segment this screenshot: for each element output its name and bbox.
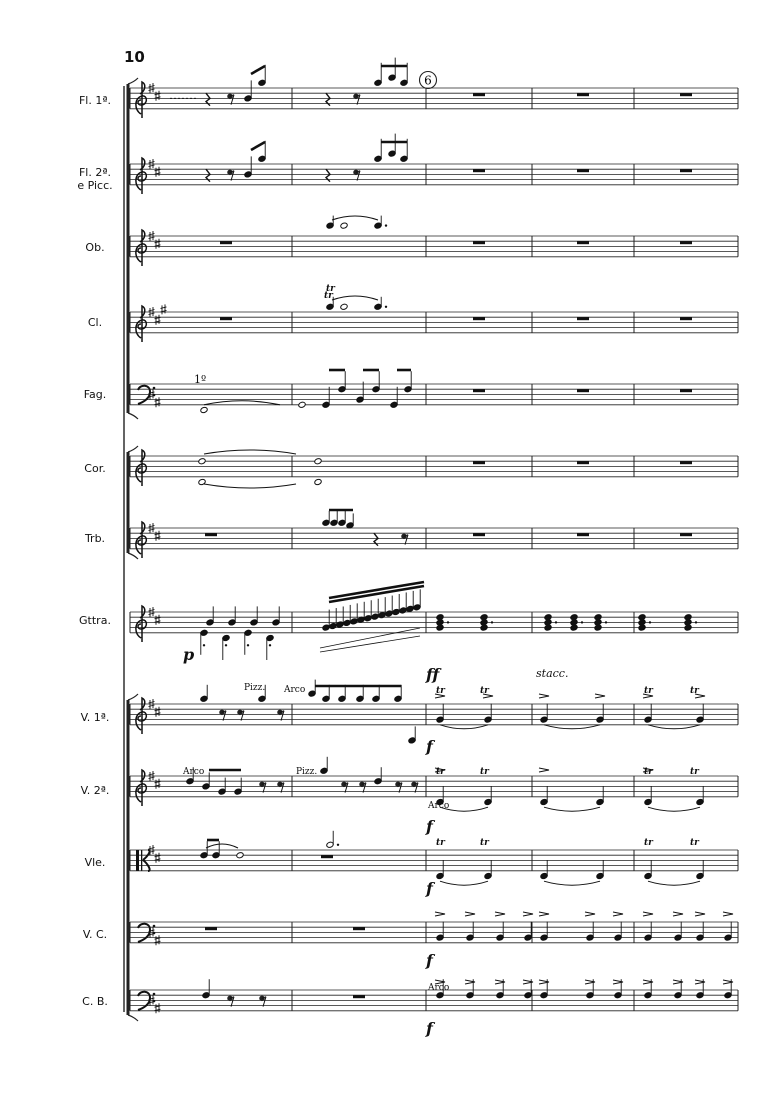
marking-first: 1º	[194, 373, 207, 386]
slur	[204, 450, 296, 454]
instrument-label-trb: Trb.	[84, 532, 106, 545]
marking-arco-v2: Arco	[183, 767, 205, 777]
instrument-label-gtr: Gttra.	[79, 614, 111, 627]
treble-clef	[136, 450, 147, 486]
whole-rest	[680, 533, 692, 536]
accent	[539, 768, 549, 772]
slur	[544, 881, 600, 885]
dynamic-p: p	[183, 645, 195, 664]
marking-arco-v2-b: Arco	[428, 801, 450, 811]
bass-clef-dot	[153, 993, 156, 996]
whole-rest	[680, 461, 692, 464]
staccato-dot	[491, 621, 493, 623]
staccato-dot	[337, 844, 339, 846]
bracket-woodwinds-top	[128, 78, 138, 84]
marking-arco-cb: Arco	[428, 983, 450, 993]
trill-v1-d: tr	[690, 686, 699, 696]
bass-clef-dot	[153, 387, 156, 390]
hairpin	[320, 628, 420, 652]
beam	[329, 582, 424, 598]
trill-v1-c: tr	[644, 686, 653, 696]
dynamic-ff: ff	[426, 665, 440, 684]
treble-clef	[136, 82, 147, 118]
accent	[643, 912, 653, 916]
rehearsal-mark	[420, 72, 437, 89]
whole-rest	[353, 927, 365, 930]
whole-rest	[473, 317, 485, 320]
clefs	[136, 82, 167, 1013]
accent	[465, 912, 475, 916]
accent	[613, 912, 623, 916]
staff-lines	[130, 88, 738, 1011]
staccato-dot	[695, 621, 697, 623]
whole-rest	[577, 169, 589, 172]
treble-clef	[136, 522, 147, 558]
key-sharp	[155, 935, 161, 945]
dynamic-f-vc: f	[426, 951, 433, 970]
whole-rest	[680, 93, 692, 96]
notehead	[480, 624, 488, 631]
bracket-strings-bottom	[128, 1015, 138, 1021]
notehead	[544, 624, 552, 631]
slur	[206, 844, 238, 848]
trill-cl: tr	[324, 291, 333, 301]
marking-pizz-v1: Pizz.	[244, 683, 266, 693]
trill-v2-d: tr	[690, 767, 699, 777]
staccato-dot	[225, 644, 227, 646]
whole-rest	[577, 389, 589, 392]
slur	[544, 725, 600, 729]
bracket-strings-top	[128, 694, 138, 700]
dynamic-f-vle: f	[426, 879, 433, 898]
notehead	[340, 222, 348, 229]
bracket-woodwinds-bottom	[128, 413, 138, 419]
instrument-label-ob: Ob.	[85, 241, 105, 254]
notehead	[594, 624, 602, 631]
trill-v1-b: tr	[480, 686, 489, 696]
bracket-brass-bottom	[128, 553, 138, 559]
trill-vle-a: tr	[436, 838, 445, 848]
whole-rest	[473, 461, 485, 464]
rehearsal-mark-number: 6	[424, 73, 432, 88]
whole-rest	[577, 241, 589, 244]
trill-vle-c: tr	[644, 838, 653, 848]
marking-stacc: stacc.	[536, 667, 569, 680]
whole-rest	[473, 241, 485, 244]
whole-rest	[577, 93, 589, 96]
notehead	[298, 401, 306, 408]
notehead	[314, 478, 322, 485]
slur	[648, 881, 700, 885]
bass-clef-dot	[153, 925, 156, 928]
trill-ob: tr	[326, 284, 335, 294]
instrument-label-fl2: Fl. 2ª. e Picc.	[77, 166, 113, 192]
key-sharp	[155, 239, 161, 249]
notehead	[314, 458, 322, 465]
instrument-label-vle: Vle.	[84, 856, 106, 869]
key-sharp	[155, 91, 161, 101]
whole-rest	[205, 927, 217, 930]
key-sharp	[155, 853, 161, 863]
whole-rest	[577, 461, 589, 464]
beam	[251, 142, 265, 150]
whole-rest	[353, 995, 365, 998]
whole-rest	[473, 93, 485, 96]
accent	[539, 694, 549, 698]
marking-arco-v1: Arco	[284, 685, 306, 695]
marking-pizz-v2: Pizz.	[296, 767, 318, 777]
staccato-dot	[385, 224, 387, 226]
accent	[695, 912, 705, 916]
key-sharp	[155, 779, 161, 789]
slur	[204, 484, 296, 488]
trill-v1-a: tr	[436, 686, 445, 696]
whole-rest	[577, 533, 589, 536]
notehead	[638, 624, 646, 631]
whole-rest	[220, 241, 232, 244]
whole-rest	[205, 533, 217, 536]
accent	[495, 912, 505, 916]
accent	[539, 912, 549, 916]
accent	[435, 912, 445, 916]
key-sharp	[155, 1003, 161, 1013]
treble-clef	[136, 306, 147, 342]
dynamic-f-v1: f	[426, 737, 433, 756]
treble-clef	[136, 770, 147, 806]
treble-clef	[136, 606, 147, 642]
instrument-label-v2: V. 2ª.	[80, 784, 110, 797]
bass-clef	[138, 992, 150, 1010]
bass-clef	[138, 386, 150, 404]
whole-rest	[577, 317, 589, 320]
staccato-dot	[247, 644, 249, 646]
whole-rest	[473, 169, 485, 172]
slur	[648, 807, 700, 811]
staccato-dot	[203, 644, 205, 646]
whole-rest	[680, 241, 692, 244]
instrument-label-cb: C. B.	[82, 995, 108, 1008]
staccato-dot	[447, 621, 449, 623]
treble-clef	[136, 230, 147, 266]
staccato-dot	[269, 644, 271, 646]
alto-clef-bar	[141, 850, 142, 871]
notehead	[236, 852, 244, 859]
instrument-label-cl: Cl.	[87, 316, 103, 329]
staccato-dot	[581, 621, 583, 623]
whole-rest	[473, 533, 485, 536]
key-sharp	[155, 397, 161, 407]
instrument-label-cor: Cor.	[84, 462, 106, 475]
trill-vle-d: tr	[690, 838, 699, 848]
accent	[673, 912, 683, 916]
beam	[329, 586, 424, 602]
bracket-brass-top	[128, 446, 138, 452]
accent	[723, 912, 733, 916]
notehead	[198, 458, 206, 465]
accent	[523, 912, 533, 916]
key-sharp	[161, 304, 167, 314]
instrument-label-fl1: Fl. 1ª.	[78, 94, 112, 107]
page-number: 10	[124, 48, 145, 66]
whole-rest	[680, 317, 692, 320]
whole-rest	[680, 389, 692, 392]
slur	[440, 725, 488, 729]
treble-clef	[136, 158, 147, 194]
dynamic-f-v2: f	[426, 817, 433, 836]
slur	[332, 216, 378, 220]
whole-rest	[473, 389, 485, 392]
key-sharp	[155, 315, 161, 325]
instrument-label-v1: V. 1ª.	[80, 711, 110, 724]
slur	[204, 401, 280, 405]
whole-rest	[220, 317, 232, 320]
staccato-dot	[605, 621, 607, 623]
key-sharp	[155, 531, 161, 541]
alto-clef-bar	[136, 850, 139, 871]
performance-markings	[182, 284, 700, 1038]
bass-clef	[138, 924, 150, 942]
whole-rest	[321, 855, 333, 858]
notehead	[200, 406, 208, 413]
key-sharp	[155, 615, 161, 625]
notehead	[436, 624, 444, 631]
trill-vle-b: tr	[480, 838, 489, 848]
accent	[595, 694, 605, 698]
trill-v2-a: tr	[436, 767, 445, 777]
trill-v2-b: tr	[480, 767, 489, 777]
beam	[251, 66, 265, 74]
staccato-dot	[555, 621, 557, 623]
staccato-dot	[649, 621, 651, 623]
slur	[332, 296, 378, 300]
treble-clef	[136, 698, 147, 734]
key-sharp	[155, 167, 161, 177]
instrument-label-vc: V. C.	[82, 928, 108, 941]
accent	[585, 912, 595, 916]
whole-rest	[680, 169, 692, 172]
trill-v2-c: tr	[644, 767, 653, 777]
instrument-label-fag: Fag.	[83, 388, 107, 401]
slur	[440, 881, 488, 885]
notehead	[340, 303, 348, 310]
key-sharp	[155, 707, 161, 717]
slur	[648, 725, 700, 729]
notehead	[684, 624, 692, 631]
slur	[544, 807, 600, 811]
staccato-dot	[385, 306, 387, 308]
dynamic-f-cb: f	[426, 1019, 433, 1038]
rests	[205, 93, 692, 1006]
notehead	[570, 624, 578, 631]
